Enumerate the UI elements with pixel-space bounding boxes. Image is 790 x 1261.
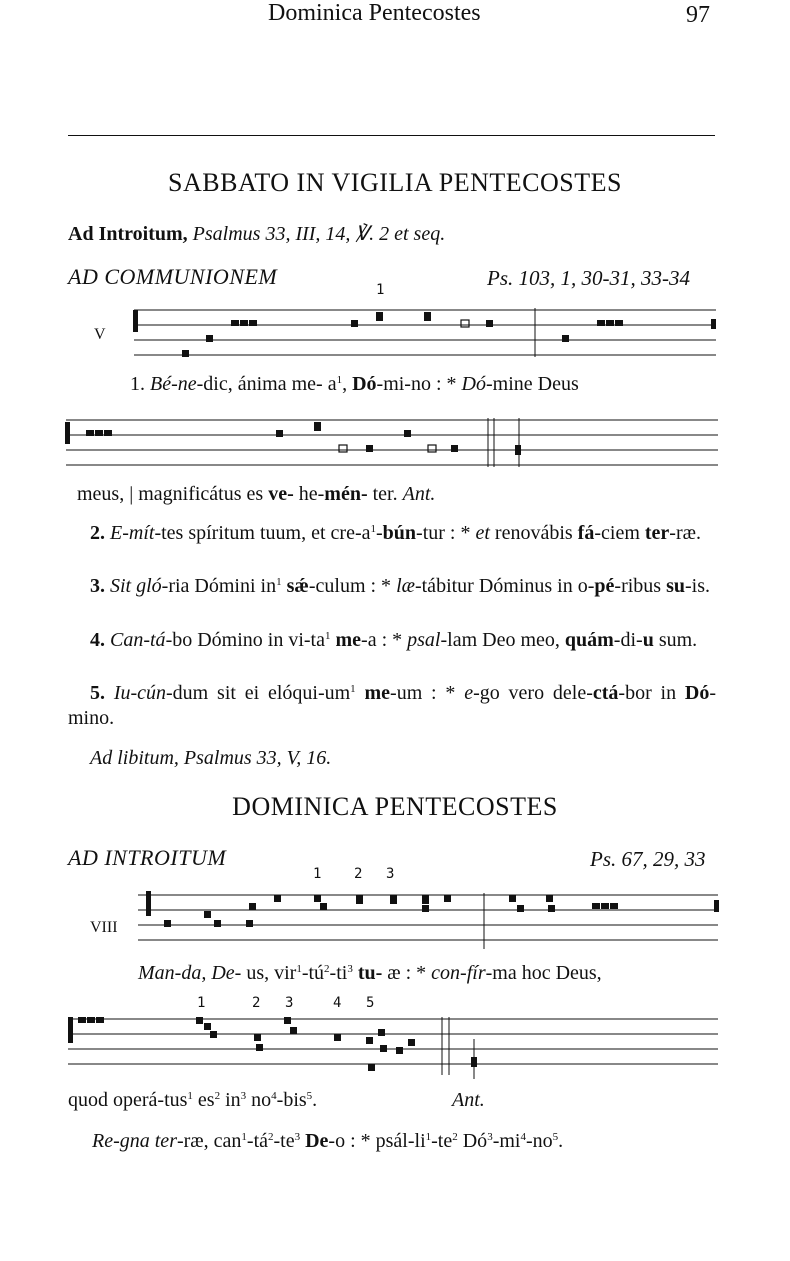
syllable-number: 5 — [366, 995, 375, 1011]
communion-reference: Ps. 103, 1, 30-31, 33-34 — [487, 266, 690, 290]
verse-4: 4. Can-tá-bo Dómino in $vi-ta^1$ me-a : * psal-lam Deo meo, quám-di-u sum. — [90, 629, 698, 651]
chant-staff-2 — [64, 410, 720, 472]
mode-label-2: VIII — [90, 919, 118, 936]
syllable-number: 1 — [313, 866, 322, 882]
lyrics-line-2: meus, | magnificátus es ve- he-mén- ter. Ant. — [77, 483, 436, 505]
introit-label: AD INTROITUM — [68, 845, 227, 870]
antiphon-label: Ant. — [452, 1089, 485, 1111]
verse-3: 3. Sit gló-ria Dómini $in^1$ sǽ-culum : * læ-tábitur Dóminus in o-pé-ribus su-is. — [90, 575, 710, 597]
lyrics-line-1: 1. Bé-ne-dic, ánima me- $a^1$, Dó-mi-no : * Dó-mine Deus — [130, 373, 579, 395]
syllable-number: 3 — [386, 866, 395, 882]
syllable-number: 1 — [376, 282, 385, 298]
header-rule — [68, 135, 715, 136]
mode-label: V — [94, 326, 106, 343]
page-number: 97 — [686, 2, 710, 28]
syllable-number: 2 — [354, 866, 363, 882]
syllable-number: 3 — [285, 995, 294, 1011]
verse-2: 2. E-mít-tes spíritum tuum, et cre-$a^1-bún$-tur : * et renovábis fá-ciem ter-ræ. — [90, 522, 701, 544]
section-title-pentecostes: DOMINICA PENTECOSTES — [232, 792, 558, 821]
verse-regna: Re-gna ter-ræ, $can^1-tá^2-te^3$ De-o : * psál-$li^1-te^2$ $Dó^3-mi^4-no^5$. — [92, 1130, 564, 1152]
running-title: Dominica Pentecostes — [268, 0, 481, 26]
introitus-reference: Ad Introitum, Psalmus 33, III, 14, ℣. 2 et seq. — [68, 223, 446, 245]
chant-staff-4 — [66, 1009, 720, 1081]
section-title-sabbato: SABBATO IN VIGILIA PENTECOSTES — [168, 168, 622, 197]
syllable-number: 4 — [333, 995, 342, 1011]
introit-reference: Ps. 67, 29, 33 — [590, 847, 706, 871]
communion-label: AD COMMUNIONEM — [68, 264, 278, 289]
verse-5: 5. Iu-cún-dum sit ei elóqui-$um^1$ me-um : * e-go vero dele-ctá-bor in Dó-mino. — [68, 682, 717, 729]
running-head — [0, 0, 790, 34]
chant-staff-3 — [134, 883, 720, 951]
syllable-number: 2 — [252, 995, 261, 1011]
ad-libitum-reference: Ad libitum, Psalmus 33, V, 16. — [90, 747, 332, 769]
lyrics-line-4: quod operá-tus$^1$ $es^2$ $in^3$ $no^4-bis^5$. — [68, 1089, 318, 1111]
syllable-number: 1 — [197, 995, 206, 1011]
chant-staff-1 — [130, 300, 720, 362]
lyrics-line-3: Man-da, De- us, $vir^1-tú^2-ti^3$ tu- æ : * con-fír-ma hoc Deus, — [138, 962, 602, 984]
